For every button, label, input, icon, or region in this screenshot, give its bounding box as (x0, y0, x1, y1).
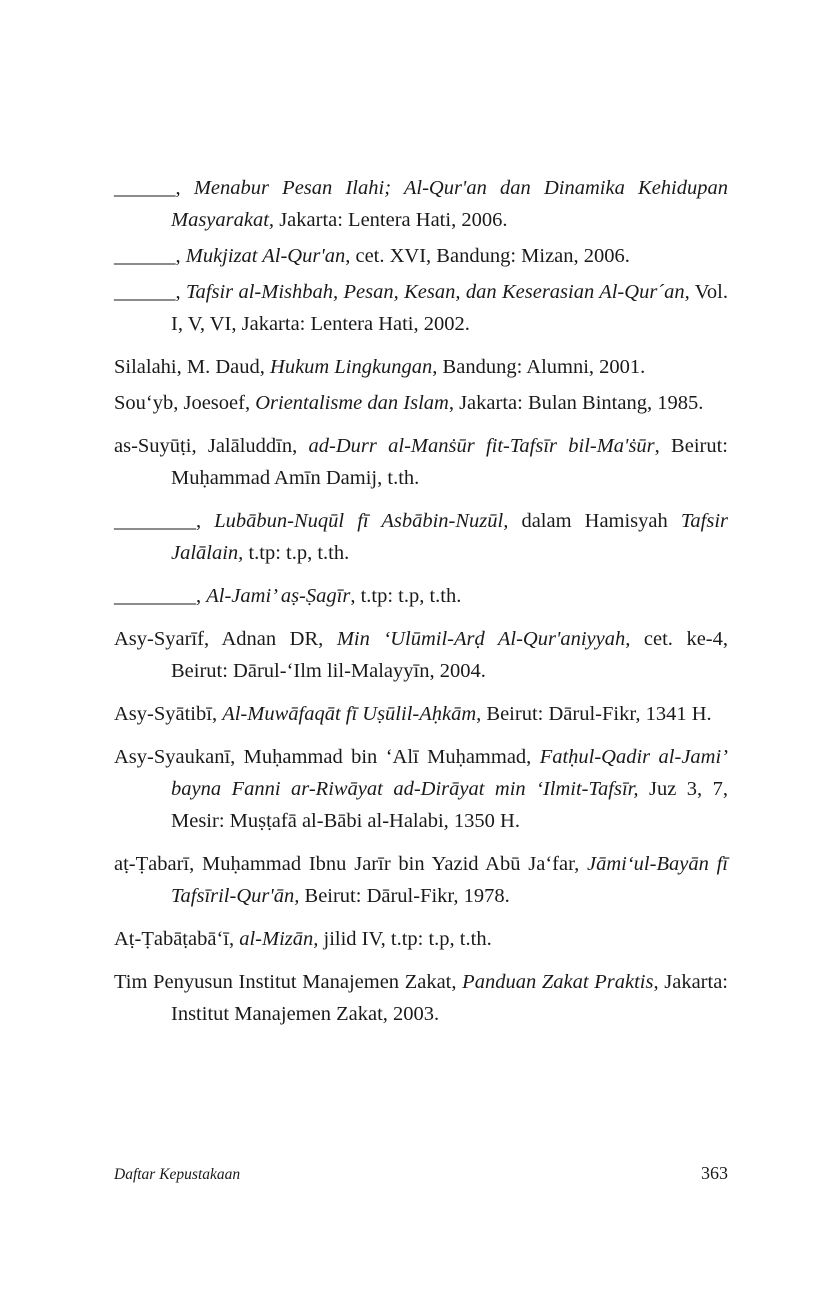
page-footer (114, 1163, 728, 1184)
entry-author: Tim Penyusun Institut Manajemen Zakat, (114, 971, 463, 993)
entry-title: Orientalisme dan Islam (255, 392, 449, 414)
entry-author: Sou‘yb, Joesoef, (114, 392, 256, 414)
entry-title: Fatḥul-Qadir al-Jami’ bayna Fanni ar-Riwāyat ad-Dirāyat min ‘Ilmit-Tafsīr, (171, 746, 728, 800)
entry-author: ______, (114, 281, 186, 303)
bibliography-entry (114, 848, 728, 912)
bibliography-entry (114, 741, 728, 837)
entry-publication: , Beirut: Muḥammad Amīn Damij, t.th. (171, 435, 728, 489)
entry-author: Asy-Syātibī, (114, 703, 223, 725)
bibliography-entry (114, 172, 728, 236)
page-number: 363 (701, 1163, 728, 1183)
bibliography-entry (114, 966, 728, 1030)
bibliography-entry (114, 430, 728, 494)
entry-author: ________, (114, 585, 207, 607)
entry-title: Al-Muwāfaqāt fī Uṣūlil-Aḥkām (222, 703, 477, 725)
entry-publication: jilid IV, t.tp: t.p, t.th. (318, 928, 492, 950)
entry-title: al-Mizān, (239, 928, 319, 950)
entry-publication: Juz 3, 7, Mesir: Muṣṭafā al-Bābi al-Halabi, 1350 H. (171, 778, 728, 832)
entry-title: Menabur Pesan Ilahi; Al-Qur'an dan Dinamika Kehidupan Masyarakat, (171, 177, 728, 231)
bibliography-list (114, 172, 728, 1041)
entry-author: ________, (114, 510, 215, 532)
entry-publication-secondary: t.tp: t.p, t.th. (243, 542, 350, 564)
entry-author: ______, (114, 245, 186, 267)
entry-publication: , Jakarta: Bulan Bintang, 1985. (448, 392, 704, 414)
bibliography-entry (114, 387, 728, 419)
entry-author: aṭ-Ṭabarī, Muḥammad Ibnu Jarīr bin Yazid Abū Ja‘far, (114, 853, 587, 875)
entry-publication: Vol. I, V, VI, Jakarta: Lentera Hati, 2002. (171, 281, 728, 335)
entry-author: Asy-Syarīf, Adnan DR, (114, 628, 337, 650)
entry-publication: , cet. XVI, Bandung: Mizan, 2006. (345, 245, 630, 267)
entry-author: as-Suyūṭi, Jalāluddīn, (114, 435, 309, 457)
footer-section-title: Daftar Kepustakaan (114, 1166, 241, 1183)
bibliography-entry (114, 923, 728, 955)
entry-publication: , t.tp: t.p, t.th. (350, 585, 462, 607)
bibliography-entry (114, 698, 728, 730)
entry-author: Silalahi, M. Daud, (114, 356, 271, 378)
entry-title: ad-Durr al-Manṡūr fit-Tafsīr bil-Ma'ṡūr (308, 435, 655, 457)
bibliography-entry (114, 580, 728, 612)
bibliography-entry (114, 240, 728, 272)
entry-title: Al-Jami’ aṣ-Ṣagīr (206, 585, 351, 607)
entry-title-secondary: Tafsir Jalālain, (171, 510, 728, 564)
entry-publication: dalam Hamisyah (508, 510, 681, 532)
entry-publication: Beirut: Dārul-Fikr, 1978. (299, 885, 510, 907)
entry-publication: , Beirut: Dārul-Fikr, 1341 H. (476, 703, 712, 725)
entry-title: Hukum Lingkungan (270, 356, 433, 378)
entry-author: ______, (114, 177, 194, 199)
entry-title: Min ‘Ulūmil-Arḍ Al-Qur'aniyyah, (336, 628, 631, 650)
bibliography-entry (114, 505, 728, 569)
bibliography-entry (114, 276, 728, 340)
entry-title: Lubābun-Nuqūl fī Asbābin-Nuzūl, (214, 510, 509, 532)
entry-title: Mukjizat Al-Qur'an (185, 245, 346, 267)
bibliography-entry (114, 623, 728, 687)
entry-title: Tafsir al-Mishbah, Pesan, Kesan, dan Keserasian Al-Qur´an, (186, 281, 690, 303)
entry-publication: Jakarta: Lentera Hati, 2006. (274, 209, 508, 231)
entry-publication: , Jakarta: Institut Manajemen Zakat, 2003. (171, 971, 728, 1025)
entry-publication: cet. ke-4, Beirut: Dārul-‘Ilm lil-Malayyīn, 2004. (171, 628, 728, 682)
entry-publication: , Bandung: Alumni, 2001. (432, 356, 646, 378)
bibliography-entry (114, 351, 728, 383)
entry-title: Panduan Zakat Praktis (462, 971, 654, 993)
entry-author: Aṭ-Ṭabāṭabā‘ī, (114, 928, 240, 950)
entry-title: Jāmi‘ul-Bayān fī Tafsīril-Qur'ān, (171, 853, 728, 907)
entry-author: Asy-Syaukanī, Muḥammad bin ‘Alī Muḥammad, (114, 746, 540, 768)
